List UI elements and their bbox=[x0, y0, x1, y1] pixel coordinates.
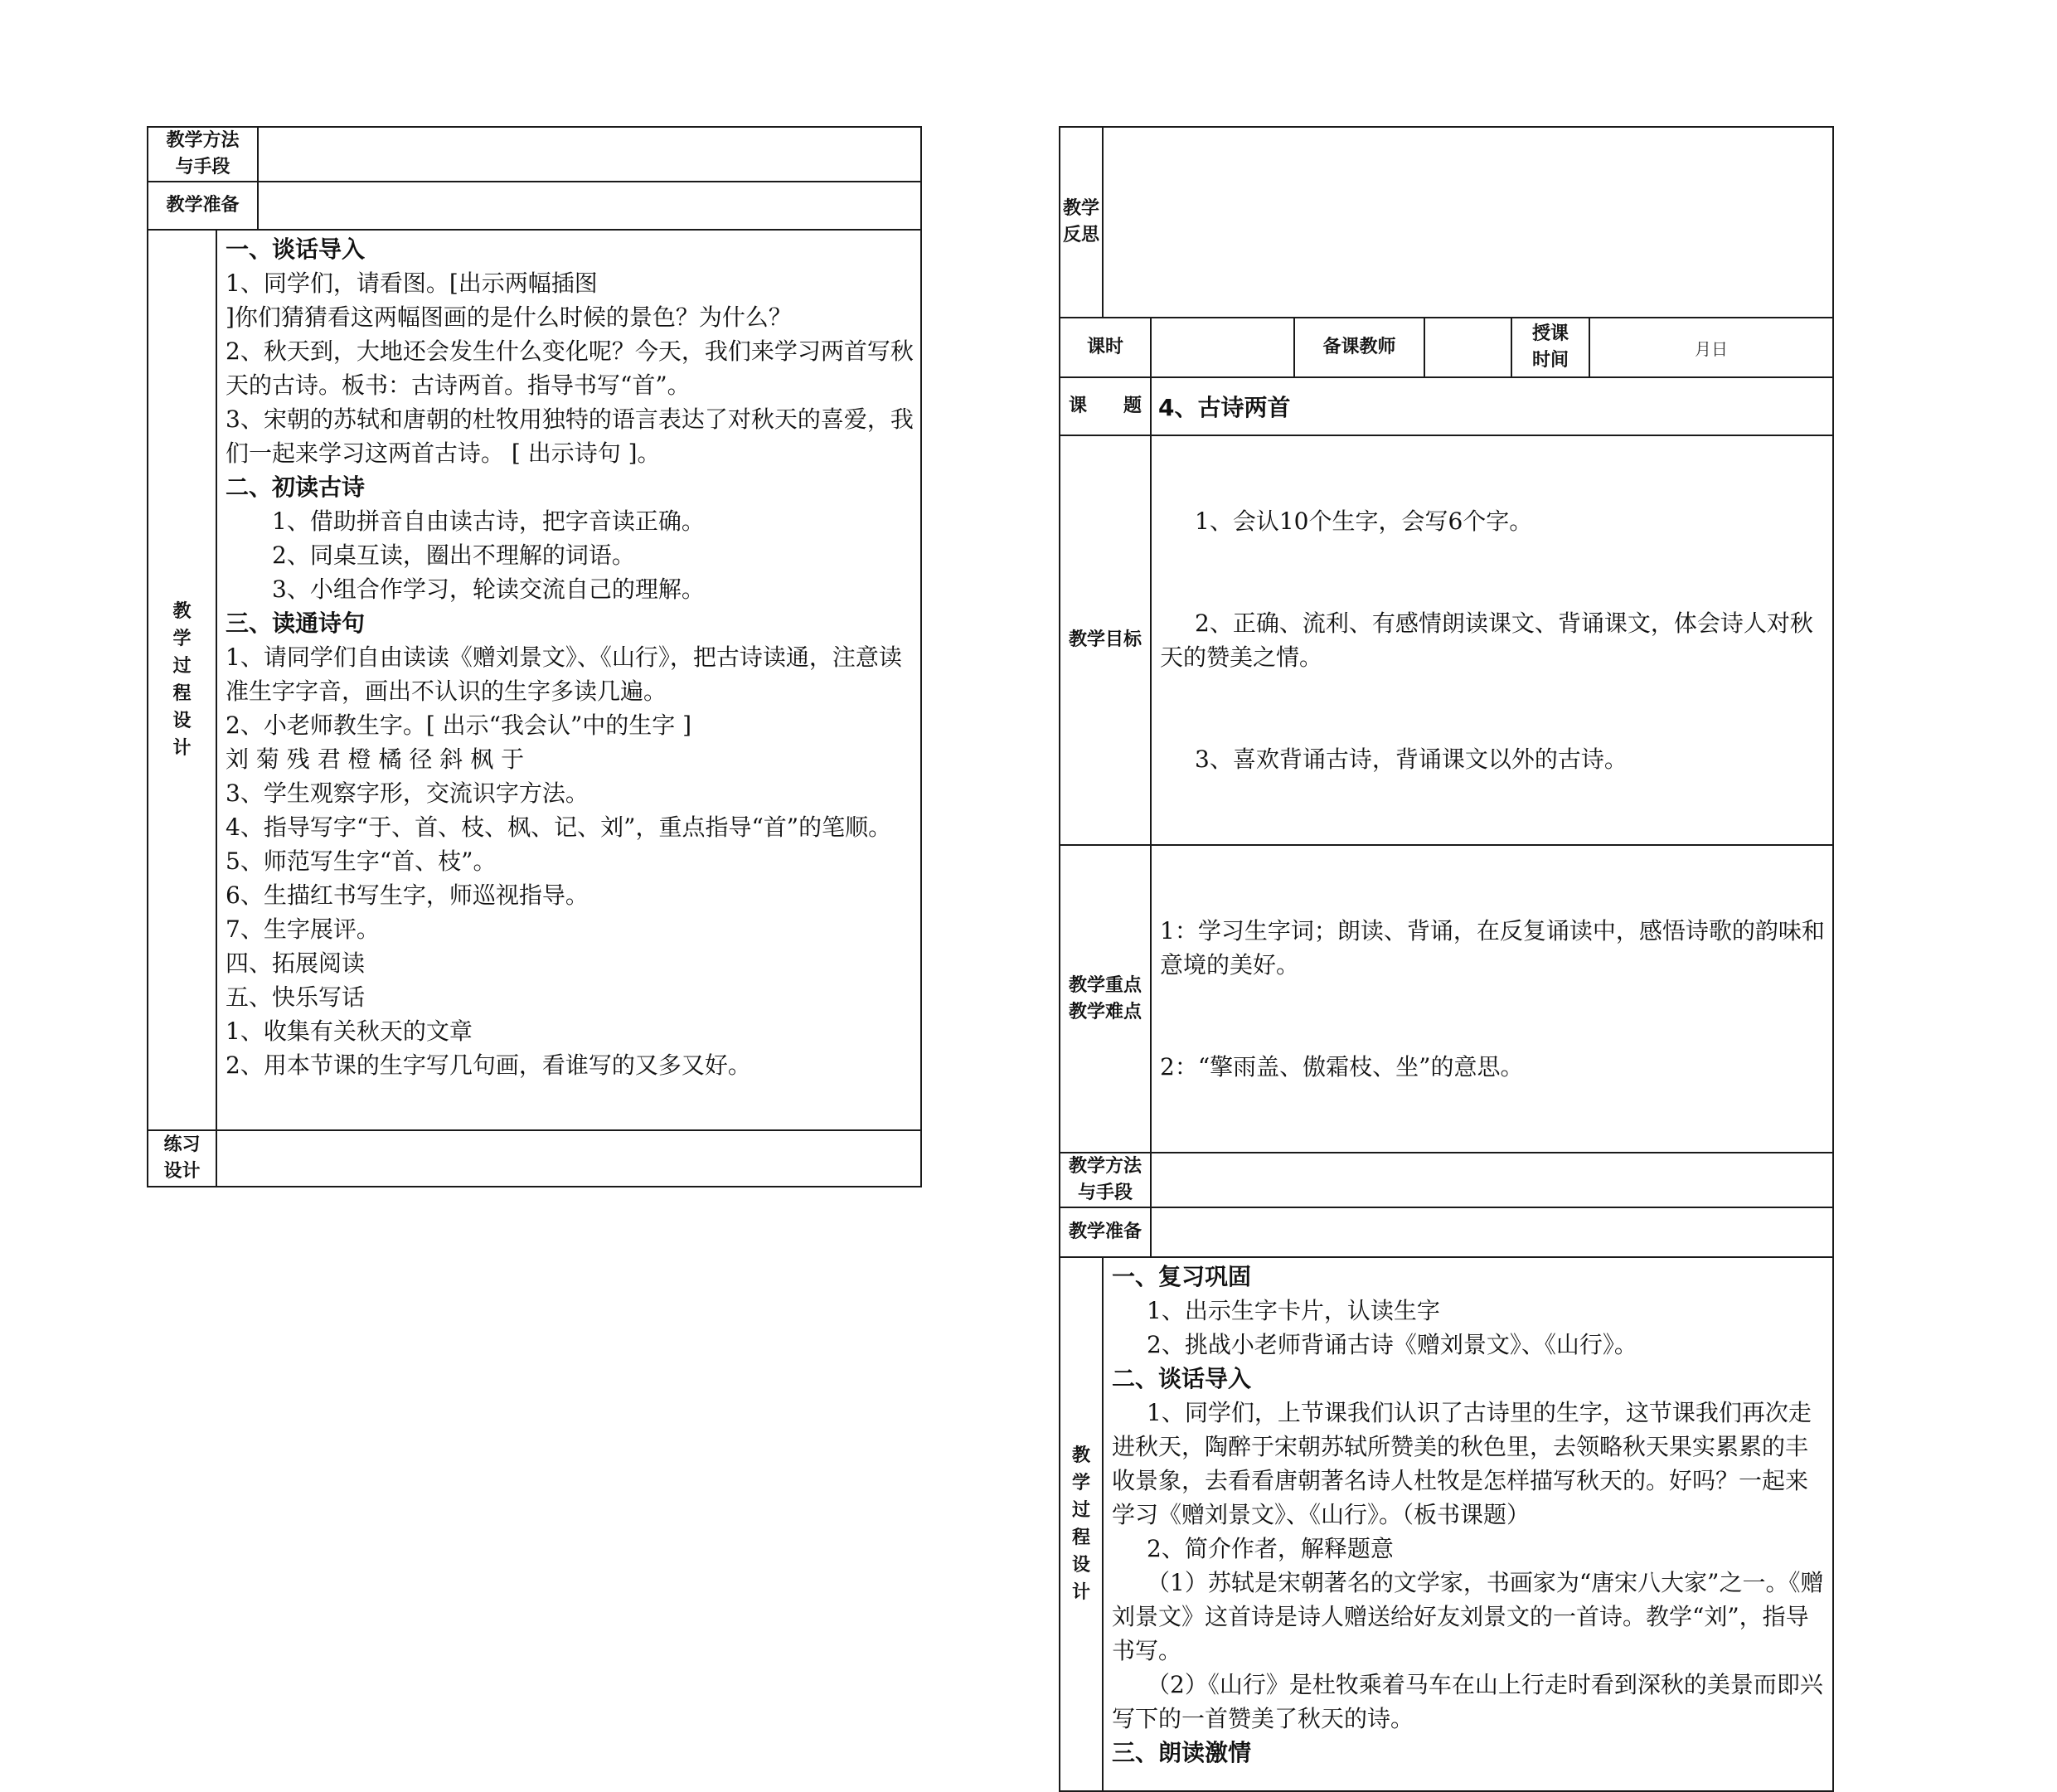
process-cell bbox=[1103, 1257, 1833, 1791]
topic-label: 课 题 bbox=[1060, 377, 1151, 435]
process-line: （1）苏轼是宋朝著名的文学家，书画家为“唐宋八大家”之一。《赠刘景文》这首诗是诗人赠送给好友刘景文的一首诗。教学“刘”，指导书写。 bbox=[1112, 1569, 1824, 1664]
process-line: 2、简介作者，解释题意 bbox=[1147, 1535, 1394, 1562]
reflection-cell[interactable] bbox=[1103, 127, 1833, 318]
hours-cell[interactable] bbox=[1151, 318, 1294, 377]
goals-cell bbox=[1151, 435, 1833, 845]
process-content bbox=[1104, 1258, 1832, 1770]
section-heading: 三、朗读激情 bbox=[1112, 1739, 1252, 1766]
method-cell[interactable] bbox=[1151, 1153, 1833, 1207]
process-line: 2、挑战小老师背诵古诗《赠刘景文》、《山行》。 bbox=[1147, 1331, 1637, 1358]
hours-label: 课时 bbox=[1060, 318, 1151, 377]
right-lesson-table bbox=[1059, 126, 1834, 1792]
process-line: 五、快乐写话 bbox=[226, 983, 366, 1011]
process-label: 教 学 过 程 设 计 bbox=[1060, 1257, 1103, 1791]
section-heading: 一、复习巩固 bbox=[1112, 1263, 1252, 1290]
section-heading: 二、初读古诗 bbox=[226, 473, 366, 501]
process-label: 教 学 过 程 设 计 bbox=[148, 230, 216, 1130]
key-label: 教学重点 教学难点 bbox=[1060, 845, 1151, 1153]
process-line: 四、拓展阅读 bbox=[226, 949, 366, 977]
process-line: ]你们猜猜看这两幅图画的是什么时候的景色？为什么？ bbox=[226, 304, 792, 331]
process-line: 3、学生观察字形，交流识字方法。 bbox=[226, 779, 589, 807]
time-group bbox=[1511, 318, 1833, 377]
process-cell bbox=[216, 230, 921, 1130]
method-label: 教学方法 与手段 bbox=[148, 127, 258, 182]
key-item: 2：“擎雨盖、傲霜枝、坐”的意思。 bbox=[1160, 1053, 1524, 1081]
practice-label: 练习 设计 bbox=[148, 1130, 216, 1187]
process-line: 5、师范写生字“首、枝”。 bbox=[226, 847, 497, 875]
prep-cell[interactable] bbox=[258, 182, 921, 230]
process-line: 刘 菊 残 君 橙 橘 径 斜 枫 于 bbox=[226, 745, 525, 773]
process-line: 4、指导写字“于、首、枝、枫、记、刘”，重点指导“首”的笔顺。 bbox=[226, 813, 892, 841]
prep-label: 教学准备 bbox=[1060, 1207, 1151, 1257]
process-line: 1、请同学们自由读读《赠刘景文》、《山行》，把古诗读通，注意读准生字字音，画出不认识的生字多读几遍。 bbox=[226, 643, 902, 705]
process-line: 2、同桌互读，圈出不理解的词语。 bbox=[272, 541, 635, 569]
key-cell bbox=[1151, 845, 1833, 1153]
teacher-label: 备课教师 bbox=[1294, 318, 1424, 377]
process-line: （2）《山行》是杜牧乘着马车在山上行走时看到深秋的美景而即兴写下的一首赞美了秋天的诗。 bbox=[1112, 1671, 1823, 1732]
process-line: 2、小老师教生字。[ 出示“我会认”中的生字 ] bbox=[226, 711, 692, 739]
process-line: 7、生字展评。 bbox=[226, 915, 380, 943]
process-line: 1、出示生字卡片，认读生字 bbox=[1147, 1297, 1440, 1324]
goals-label: 教学目标 bbox=[1060, 435, 1151, 845]
topic-value: 4、古诗两首 bbox=[1151, 377, 1833, 435]
reflection-label: 教学 反思 bbox=[1060, 127, 1103, 318]
teacher-cell[interactable] bbox=[1424, 318, 1511, 377]
time-label: 授课 时间 bbox=[1512, 318, 1590, 376]
practice-cell[interactable] bbox=[216, 1130, 921, 1187]
goals-content bbox=[1152, 436, 1832, 844]
method-label: 教学方法 与手段 bbox=[1060, 1153, 1151, 1207]
left-lesson-table bbox=[147, 126, 922, 1187]
process-line: 6、生描红书写生字，师巡视指导。 bbox=[226, 881, 589, 909]
goal-item: 3、喜欢背诵古诗，背诵课文以外的古诗。 bbox=[1195, 745, 1628, 773]
key-content bbox=[1152, 846, 1832, 1152]
prep-label: 教学准备 bbox=[148, 182, 258, 230]
process-line: 1、收集有关秋天的文章 bbox=[226, 1017, 473, 1045]
process-line: 3、宋朝的苏轼和唐朝的杜牧用独特的语言表达了对秋天的喜爱，我们一起来学习这两首古诗。 [ 出示诗句 ]。 bbox=[226, 406, 914, 467]
goal-item: 1、会认10个生字，会写6个字。 bbox=[1195, 507, 1533, 535]
section-heading: 三、读通诗句 bbox=[226, 609, 366, 637]
method-cell[interactable] bbox=[258, 127, 921, 182]
section-heading: 一、谈话导入 bbox=[226, 236, 366, 263]
key-item: 1：学习生字词；朗读、背诵，在反复诵读中，感悟诗歌的韵味和意境的美好。 bbox=[1160, 917, 1825, 979]
process-line: 1、同学们，上节课我们认识了古诗里的生字，这节课我们再次走进秋天，陶醉于宋朝苏轼所赞美的秋色里，去领略秋天果实累累的丰收景象，去看看唐朝著名诗人杜牧是怎样描写秋天的。好吗？一起来学习《赠刘景文》、《山行》。（板书课题） bbox=[1112, 1399, 1812, 1528]
process-line: 2、秋天到，大地还会发生什么变化呢？今天，我们来学习两首写秋天的古诗。板书：古诗两首。指导书写“首”。 bbox=[226, 338, 914, 399]
goal-item: 2、正确、流利、有感情朗读课文、背诵课文，体会诗人对秋天的赞美之情。 bbox=[1160, 609, 1813, 671]
prep-cell[interactable] bbox=[1151, 1207, 1833, 1257]
process-line: 1、借助拼音自由读古诗，把字音读正确。 bbox=[272, 507, 705, 535]
process-content bbox=[217, 231, 920, 1082]
process-line: 1、同学们，请看图。[出示两幅插图 bbox=[226, 270, 598, 297]
process-line: 2、用本节课的生字写几句画，看谁写的又多又好。 bbox=[226, 1051, 751, 1079]
date-field[interactable]: 月日 bbox=[1695, 338, 1728, 359]
section-heading: 二、谈话导入 bbox=[1112, 1365, 1252, 1392]
process-line: 3、小组合作学习，轮读交流自己的理解。 bbox=[272, 575, 705, 603]
